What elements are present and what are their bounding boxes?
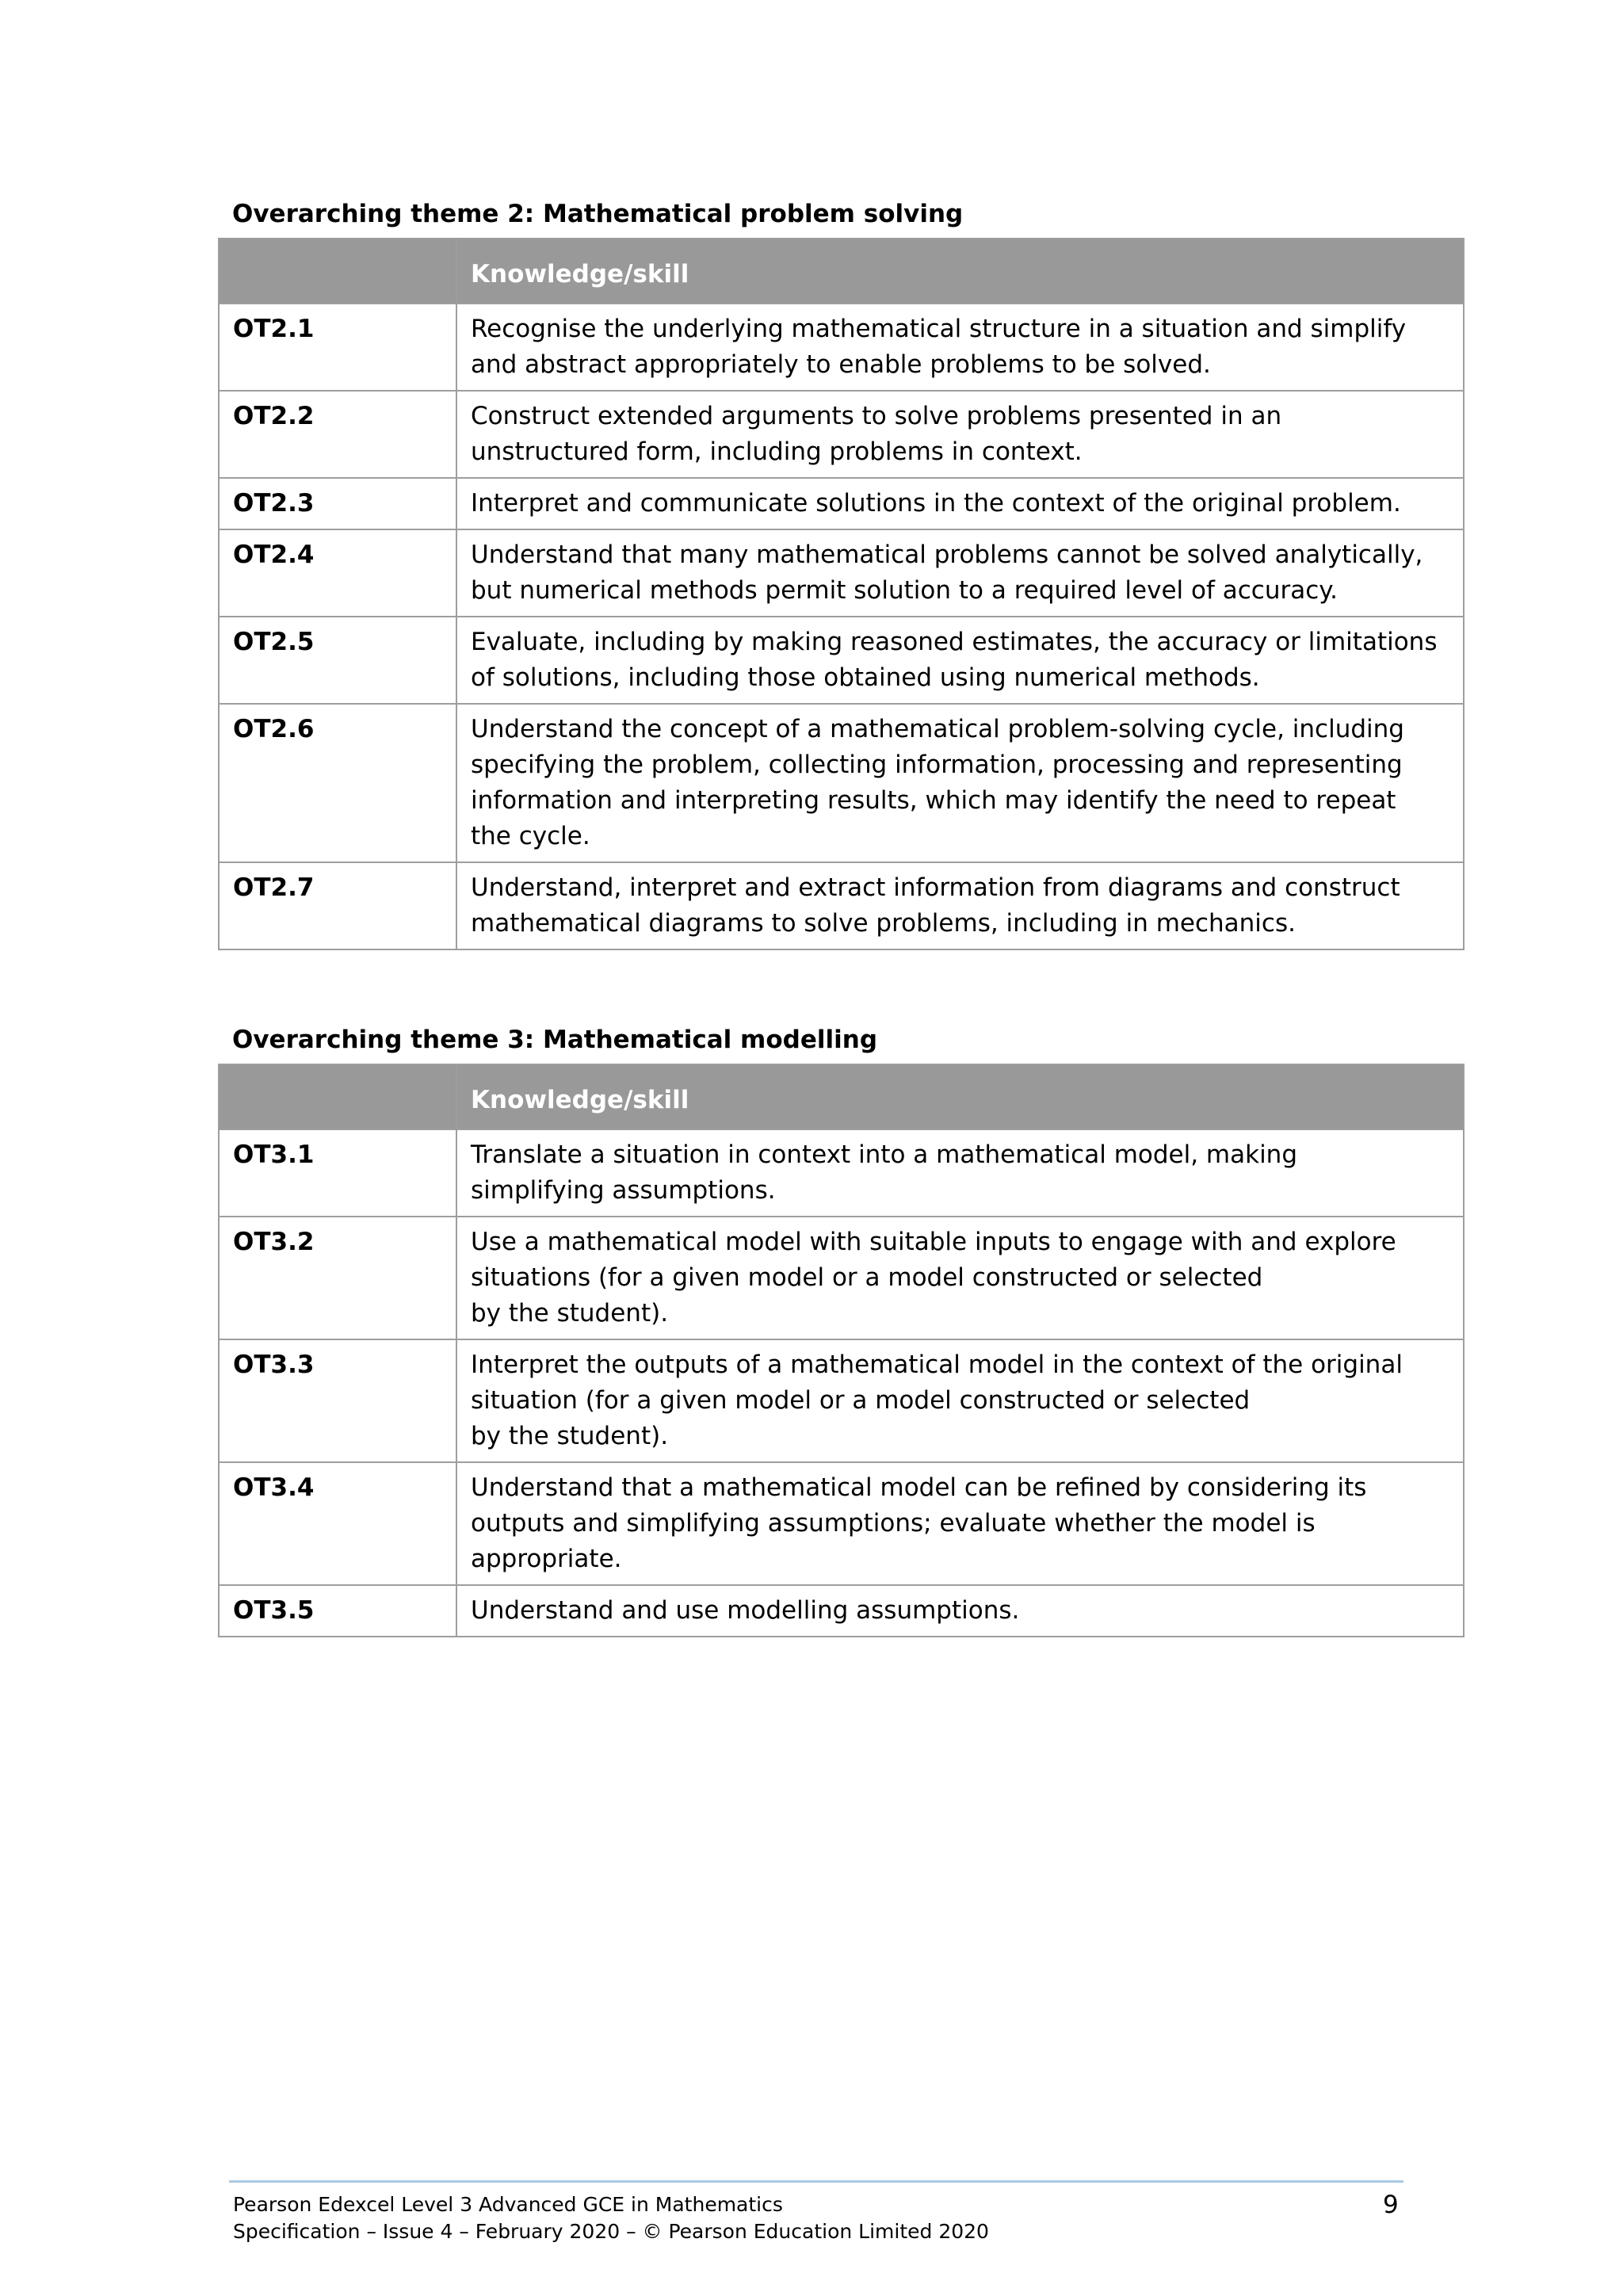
- row-code: OT3.2: [219, 1217, 456, 1339]
- row-code: OT3.5: [219, 1585, 456, 1637]
- table-row: [219, 1129, 1464, 1217]
- row-code: OT2.7: [219, 862, 456, 949]
- row-text: Interpret the outputs of a mathematical model in the context of the original situation (for a given model or a model constructed or selected by the student).: [456, 1339, 1464, 1462]
- row-text: Translate a situation in context into a mathematical model, making simplifying assumptions.: [456, 1129, 1464, 1217]
- theme2-table: [218, 238, 1465, 950]
- row-code: OT2.3: [219, 478, 456, 529]
- theme3-header-row: [219, 1064, 1464, 1129]
- row-text: Understand, interpret and extract information from diagrams and construct mathematical diagrams to solve problems, including in mechanics.: [456, 862, 1464, 949]
- theme2-header-blank: [219, 239, 456, 304]
- table-row: [219, 1462, 1464, 1585]
- row-text: Evaluate, including by making reasoned estimates, the accuracy or limitations of solutions, including those obtained using numerical methods.: [456, 617, 1464, 704]
- row-code: OT3.1: [219, 1129, 456, 1217]
- row-text: Understand that a mathematical model can be refined by considering its outputs and simplifying assumptions; evaluate whether the model is appropriate.: [456, 1462, 1464, 1585]
- row-text: Use a mathematical model with suitable inputs to engage with and explore situations (for a given model or a model constructed or selected by the student).: [456, 1217, 1464, 1339]
- theme3-header-blank: [219, 1064, 456, 1129]
- table-row: [219, 391, 1464, 478]
- footer-divider: [229, 2180, 1403, 2183]
- theme3-table: [218, 1064, 1465, 1637]
- table-row: [219, 1585, 1464, 1637]
- table-row: [219, 617, 1464, 704]
- row-text: Understand and use modelling assumptions.: [456, 1585, 1464, 1637]
- row-text: Interpret and communicate solutions in the context of the original problem.: [456, 478, 1464, 529]
- row-code: OT2.6: [219, 704, 456, 862]
- table-row: [219, 529, 1464, 617]
- table-row: [219, 304, 1464, 391]
- table-row: [219, 1217, 1464, 1339]
- row-code: OT2.5: [219, 617, 456, 704]
- row-text: Understand that many mathematical problems cannot be solved analytically, but numerical methods permit solution to a required level of accuracy.: [456, 529, 1464, 617]
- theme3-header-knowledge-skill: Knowledge/skill: [456, 1064, 1464, 1129]
- row-code: OT3.4: [219, 1462, 456, 1585]
- theme2-header-row: [219, 239, 1464, 304]
- table-row: [219, 478, 1464, 529]
- row-code: OT2.1: [219, 304, 456, 391]
- table-row: [219, 862, 1464, 949]
- theme2-header-knowledge-skill: Knowledge/skill: [456, 239, 1464, 304]
- footer-specification: Specification – Issue 4 – February 2020 – © Pearson Education Limited 2020: [233, 2220, 989, 2243]
- table-row: [219, 1339, 1464, 1462]
- row-text: Understand the concept of a mathematical problem-solving cycle, including specifying the problem, collecting information, processing and representing information and interpreting results, which may identify the need to repeat the cycle.: [456, 704, 1464, 862]
- row-text: Recognise the underlying mathematical structure in a situation and simplify and abstract appropriately to enable problems to be solved.: [456, 304, 1464, 391]
- table-row: [219, 704, 1464, 862]
- row-code: OT2.2: [219, 391, 456, 478]
- row-code: OT3.3: [219, 1339, 456, 1462]
- footer-title: Pearson Edexcel Level 3 Advanced GCE in Mathematics: [233, 2193, 783, 2216]
- row-code: OT2.4: [219, 529, 456, 617]
- theme3-title: Overarching theme 3: Mathematical modelling: [232, 1026, 878, 1054]
- theme2-title: Overarching theme 2: Mathematical problem solving: [232, 200, 964, 228]
- page-number: 9: [1383, 2191, 1399, 2219]
- row-text: Construct extended arguments to solve problems presented in an unstructured form, including problems in context.: [456, 391, 1464, 478]
